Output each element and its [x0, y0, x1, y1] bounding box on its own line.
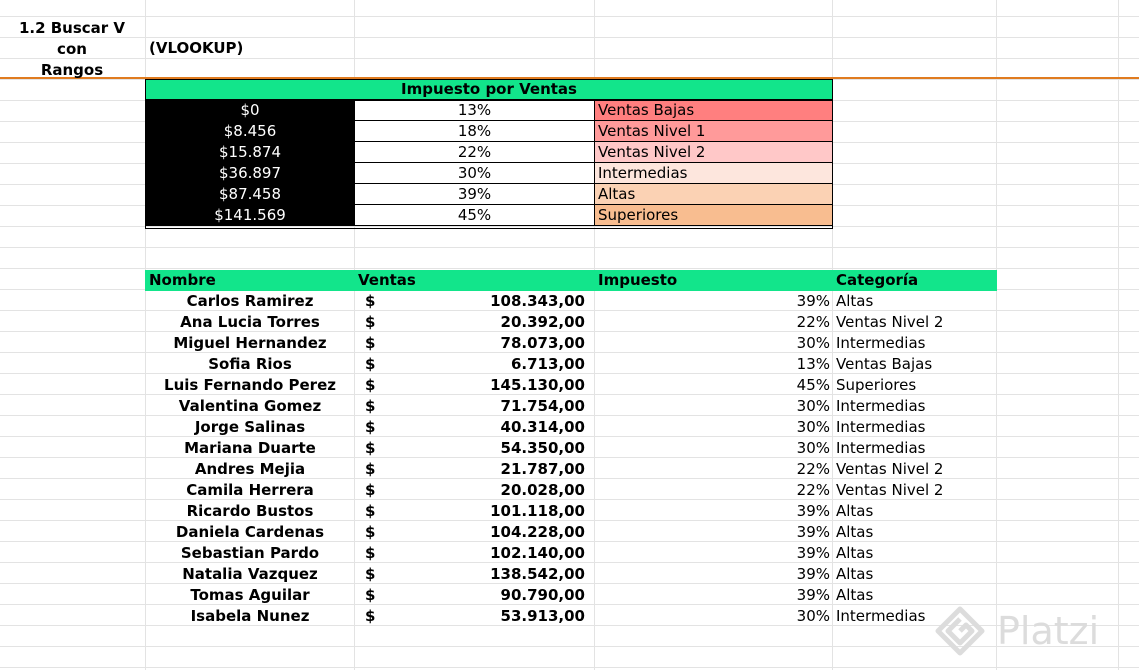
seller-name-cell[interactable]: Daniela Cardenas — [175, 523, 325, 541]
category-result-cell[interactable]: Altas — [836, 502, 874, 520]
category-result-cell[interactable]: Altas — [836, 586, 874, 604]
platzi-logo-icon — [935, 606, 985, 656]
tax-rate-cell[interactable]: 45% — [355, 205, 595, 226]
tax-rate-result-cell[interactable]: 45% — [796, 376, 830, 394]
tax-rate-result-cell[interactable]: 39% — [796, 565, 830, 583]
sheet-title-line1: 1.2 Buscar V con — [18, 19, 126, 58]
sales-amount-cell[interactable]: 138.542,00 — [490, 565, 585, 583]
category-result-cell[interactable]: Ventas Nivel 2 — [836, 313, 944, 331]
currency-symbol: $ — [365, 418, 376, 436]
table-row — [145, 543, 997, 564]
category-result-cell[interactable]: Intermedias — [836, 607, 926, 625]
tax-rate-result-cell[interactable]: 30% — [796, 334, 830, 352]
currency-symbol: $ — [365, 607, 376, 625]
sheet-subtitle: (VLOOKUP) — [149, 39, 244, 57]
currency-symbol: $ — [365, 439, 376, 457]
tax-level-cell[interactable]: Superiores — [595, 205, 833, 226]
header-sales[interactable]: Ventas — [358, 271, 416, 289]
category-result-cell[interactable]: Ventas Nivel 2 — [836, 481, 944, 499]
tax-rate-cell[interactable]: 13% — [355, 100, 595, 121]
category-result-cell[interactable]: Ventas Bajas — [836, 355, 933, 373]
currency-symbol: $ — [365, 355, 376, 373]
tax-threshold-cell[interactable]: $15.874 — [145, 142, 355, 163]
tax-rate-result-cell[interactable]: 30% — [796, 418, 830, 436]
sales-amount-cell[interactable]: 90.790,00 — [500, 586, 585, 604]
seller-name-cell[interactable]: Sofia Rios — [208, 355, 292, 373]
sales-amount-cell[interactable]: 6.713,00 — [510, 355, 585, 373]
gridline-horizontal — [0, 247, 1139, 248]
seller-name-cell[interactable]: Miguel Hernandez — [173, 334, 327, 352]
seller-name-cell[interactable]: Camila Herrera — [186, 481, 314, 499]
table-row — [145, 480, 997, 501]
sales-amount-cell[interactable]: 108.343,00 — [490, 292, 585, 310]
sheet-title — [4, 18, 140, 81]
tax-level-cell[interactable]: Intermedias — [595, 163, 833, 184]
category-result-cell[interactable]: Altas — [836, 292, 874, 310]
seller-name-cell[interactable]: Ana Lucia Torres — [180, 313, 320, 331]
table-row — [145, 459, 997, 480]
tax-rate-result-cell[interactable]: 39% — [796, 544, 830, 562]
category-result-cell[interactable]: Intermedias — [836, 334, 926, 352]
table-row — [145, 438, 997, 459]
seller-name-cell[interactable]: Sebastian Pardo — [180, 544, 320, 562]
watermark-text: Platzi — [997, 609, 1100, 653]
category-result-cell[interactable]: Altas — [836, 565, 874, 583]
tax-threshold-cell[interactable]: $141.569 — [145, 205, 355, 226]
currency-symbol: $ — [365, 502, 376, 520]
tax-table-border — [145, 100, 833, 229]
tax-rate-result-cell[interactable]: 13% — [796, 355, 830, 373]
seller-name-cell[interactable]: Isabela Nunez — [190, 607, 310, 625]
tax-rate-result-cell[interactable]: 30% — [796, 397, 830, 415]
currency-symbol: $ — [365, 460, 376, 478]
tax-rate-result-cell[interactable]: 30% — [796, 607, 830, 625]
tax-rate-cell[interactable]: 30% — [355, 163, 595, 184]
table-row — [145, 417, 997, 438]
currency-symbol: $ — [365, 292, 376, 310]
tax-table-header[interactable]: Impuesto por Ventas — [145, 79, 833, 100]
header-category[interactable]: Categoría — [836, 271, 919, 289]
sales-amount-cell[interactable]: 104.228,00 — [490, 523, 585, 541]
table-row — [145, 522, 997, 543]
currency-symbol: $ — [365, 397, 376, 415]
tax-threshold-cell[interactable]: $36.897 — [145, 163, 355, 184]
tax-level-cell[interactable]: Ventas Bajas — [595, 100, 833, 121]
seller-name-cell[interactable]: Carlos Ramirez — [186, 292, 314, 310]
currency-symbol: $ — [365, 481, 376, 499]
currency-symbol: $ — [365, 565, 376, 583]
currency-symbol: $ — [365, 334, 376, 352]
seller-name-cell[interactable]: Andres Mejia — [194, 460, 306, 478]
sales-amount-cell[interactable]: 102.140,00 — [490, 544, 585, 562]
sales-amount-cell[interactable]: 21.787,00 — [500, 460, 585, 478]
sales-amount-cell[interactable]: 20.028,00 — [500, 481, 585, 499]
table-row — [145, 333, 997, 354]
tax-rate-result-cell[interactable]: 22% — [796, 481, 830, 499]
sales-amount-cell[interactable]: 101.118,00 — [490, 502, 585, 520]
tax-rate-cell[interactable]: 18% — [355, 121, 595, 142]
table-row — [145, 585, 997, 606]
category-result-cell[interactable]: Intermedias — [836, 418, 926, 436]
table-row — [145, 501, 997, 522]
table-row — [145, 354, 997, 375]
sheet-title-line2: Rangos — [40, 61, 104, 79]
data-table-header — [145, 270, 997, 291]
table-row — [145, 606, 997, 627]
currency-symbol: $ — [365, 544, 376, 562]
currency-symbol: $ — [365, 313, 376, 331]
currency-symbol: $ — [365, 376, 376, 394]
seller-name-cell[interactable]: Ricardo Bustos — [186, 502, 314, 520]
table-row — [145, 312, 997, 333]
sales-amount-cell[interactable]: 78.073,00 — [500, 334, 585, 352]
sales-amount-cell[interactable]: 71.754,00 — [500, 397, 585, 415]
seller-name-cell[interactable]: Mariana Duarte — [184, 439, 316, 457]
tax-rate-result-cell[interactable]: 30% — [796, 439, 830, 457]
tax-rate-result-cell[interactable]: 22% — [796, 460, 830, 478]
tax-level-cell[interactable]: Ventas Nivel 1 — [595, 121, 833, 142]
table-row — [145, 564, 997, 585]
seller-name-cell[interactable]: Valentina Gomez — [178, 397, 322, 415]
sales-amount-cell[interactable]: 20.392,00 — [500, 313, 585, 331]
category-result-cell[interactable]: Intermedias — [836, 439, 926, 457]
seller-name-cell[interactable]: Natalia Vazquez — [182, 565, 318, 583]
gridline-horizontal — [0, 16, 1139, 17]
gridline-horizontal — [0, 268, 1139, 269]
gridline-horizontal — [0, 667, 1139, 668]
sales-amount-cell[interactable]: 40.314,00 — [500, 418, 585, 436]
tax-rate-result-cell[interactable]: 39% — [796, 502, 830, 520]
table-row — [145, 291, 997, 312]
tax-threshold-cell[interactable]: $8.456 — [145, 121, 355, 142]
tax-rate-cell[interactable]: 39% — [355, 184, 595, 205]
category-result-cell[interactable]: Ventas Nivel 2 — [836, 460, 944, 478]
tax-rate-result-cell[interactable]: 39% — [796, 586, 830, 604]
table-row — [145, 396, 997, 417]
tax-rate-result-cell[interactable]: 39% — [796, 292, 830, 310]
table-row — [145, 375, 997, 396]
category-result-cell[interactable]: Superiores — [836, 376, 917, 394]
sales-amount-cell[interactable]: 54.350,00 — [500, 439, 585, 457]
sales-amount-cell[interactable]: 145.130,00 — [490, 376, 585, 394]
category-result-cell[interactable]: Altas — [836, 544, 874, 562]
seller-name-cell[interactable]: Jorge Salinas — [194, 418, 306, 436]
category-result-cell[interactable]: Intermedias — [836, 397, 926, 415]
sales-amount-cell[interactable]: 53.913,00 — [500, 607, 585, 625]
category-result-cell[interactable]: Altas — [836, 523, 874, 541]
platzi-watermark — [935, 598, 1135, 664]
tax-threshold-cell[interactable]: $0 — [145, 100, 355, 121]
currency-symbol: $ — [365, 523, 376, 541]
tax-rate-cell[interactable]: 22% — [355, 142, 595, 163]
currency-symbol: $ — [365, 586, 376, 604]
tax-threshold-cell[interactable]: $87.458 — [145, 184, 355, 205]
header-tax[interactable]: Impuesto — [598, 271, 678, 289]
tax-rate-result-cell[interactable]: 39% — [796, 523, 830, 541]
seller-name-cell[interactable]: Tomas Aguilar — [190, 586, 310, 604]
tax-rate-result-cell[interactable]: 22% — [796, 313, 830, 331]
seller-name-cell[interactable]: Luis Fernando Perez — [164, 376, 336, 394]
tax-level-cell[interactable]: Altas — [595, 184, 833, 205]
header-name[interactable]: Nombre — [149, 271, 216, 289]
tax-level-cell[interactable]: Ventas Nivel 2 — [595, 142, 833, 163]
